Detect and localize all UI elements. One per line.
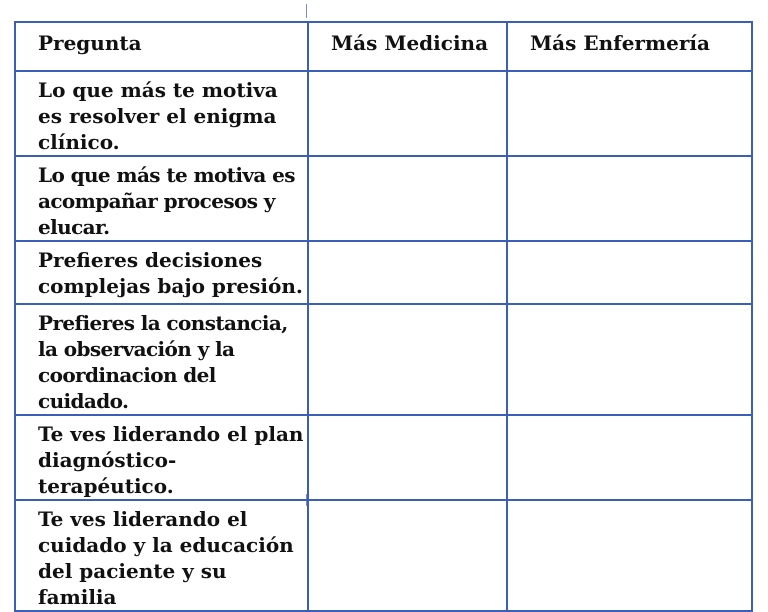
table-row [15,241,752,304]
answer-cell-enfermeria[interactable] [507,500,752,611]
answer-cell-enfermeria[interactable] [507,241,752,304]
table-row [15,156,752,241]
answer-cell-enfermeria[interactable] [507,415,752,500]
answer-cell-medicina[interactable] [308,415,507,500]
answer-cell-enfermeria[interactable] [507,156,752,241]
table-row [15,71,752,156]
table-row [15,415,752,500]
table-row [15,500,752,611]
question-cell: Prefieres decisiones complejas bajo presión. [15,241,308,304]
question-cell: Lo que más te motiva es resolver el enigma clínico. [15,71,308,156]
answer-cell-medicina[interactable] [308,156,507,241]
header-pregunta: Pregunta [15,22,308,71]
answer-cell-medicina[interactable] [308,304,507,415]
header-mas-enfermeria: Más Enfermería [507,22,752,71]
answer-cell-medicina[interactable] [308,500,507,611]
answer-cell-medicina[interactable] [308,71,507,156]
table-header-row [15,22,752,71]
table-row [15,304,752,415]
question-cell: Prefieres la constancia, la observación y la coordinacion del cuidado. [15,304,308,415]
question-cell: Te ves liderando el cuidado y la educación del paciente y su familia [15,500,308,611]
choice-table-container [14,21,751,609]
answer-cell-enfermeria[interactable] [507,71,752,156]
top-edge-tick [306,4,307,18]
choice-table [14,21,753,612]
question-cell: Lo que más te motiva es acompañar procesos y elucar. [15,156,308,241]
question-cell: Te ves liderando el plan diagnóstico-terapéutico. [15,415,308,500]
answer-cell-enfermeria[interactable] [507,304,752,415]
answer-cell-medicina[interactable] [308,241,507,304]
header-mas-medicina: Más Medicina [308,22,507,71]
